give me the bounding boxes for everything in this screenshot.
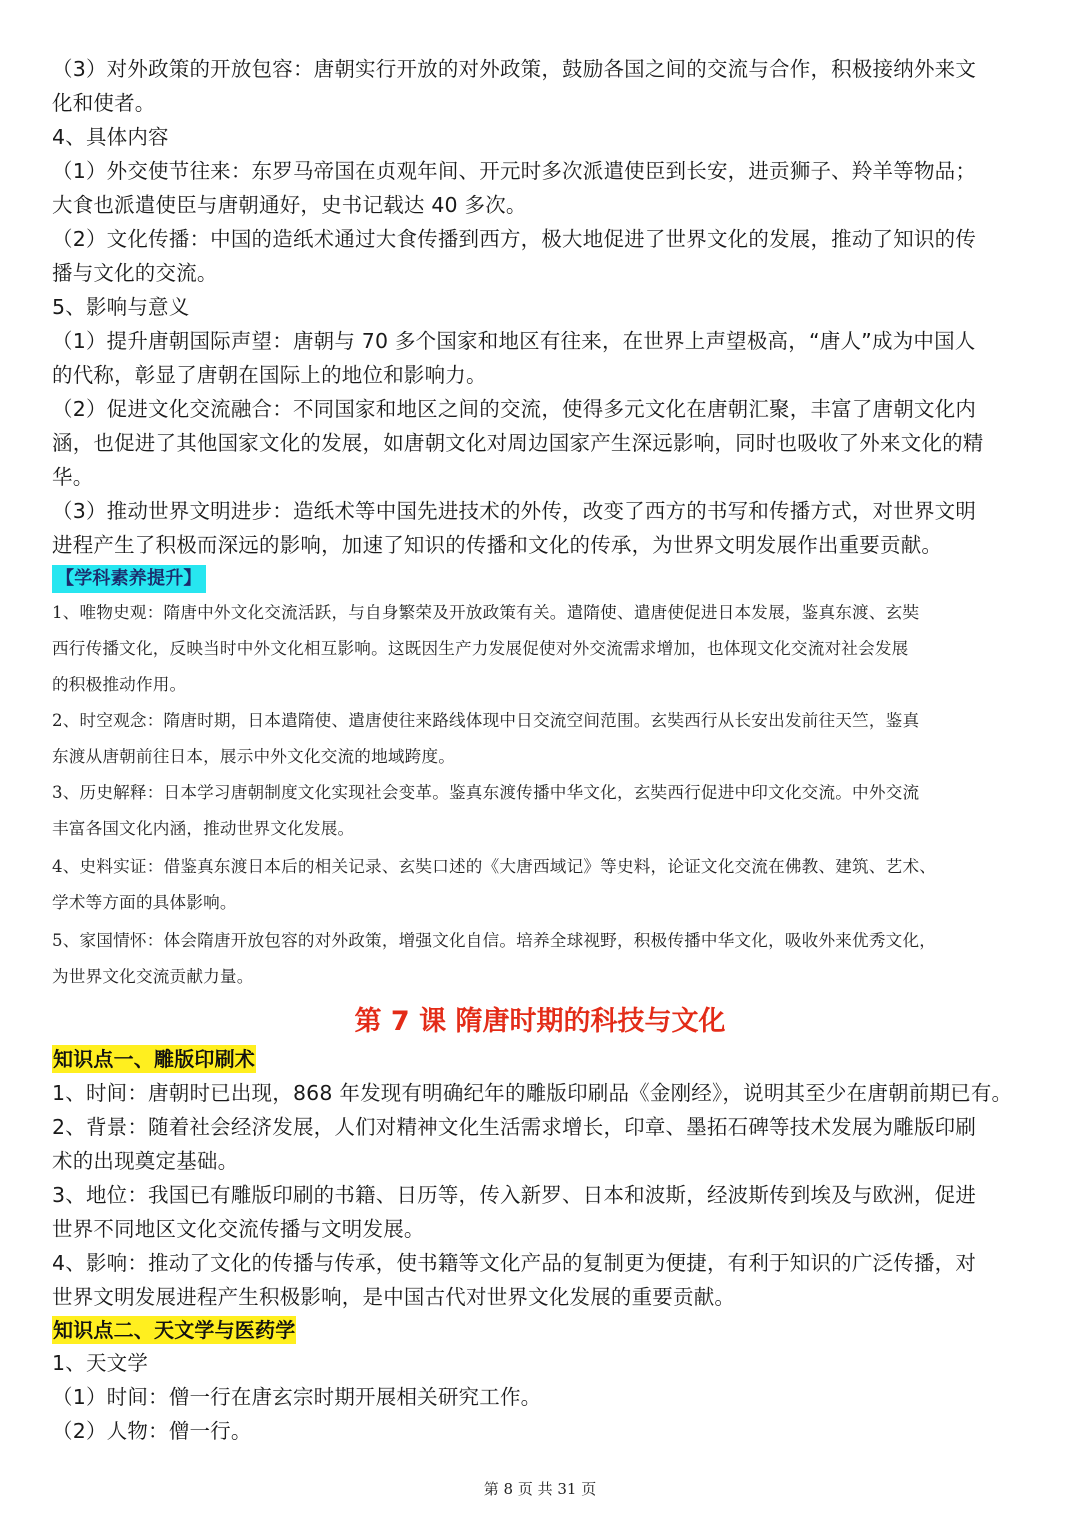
- text-line: （2）文化传播：中国的造纸术通过大食传播到西方，极大地促进了世界文化的发展，推动了知识的传: [52, 227, 977, 251]
- text-line: 2、时空观念：隋唐时期，日本遣隋使、遣唐使往来路线体现中日交流空间范围。玄奘西行从长安出发前往天竺，鉴真: [52, 711, 920, 730]
- text-line: 西行传播文化，反映当时中外文化相互影响。这既因生产力发展促使对外交流需求增加，也体现文化交流对社会发展: [52, 639, 909, 658]
- text-line: 5、影响与意义: [52, 295, 190, 319]
- text-line: 世界不同地区文化交流传播与文明发展。: [52, 1217, 425, 1241]
- text-line: 1、唯物史观：隋唐中外文化交流活跃，与自身繁荣及开放政策有关。遣隋使、遣唐使促进日本发展，鉴真东渡、玄奘: [52, 603, 920, 622]
- page-number: 第 8 页 共 31 页: [483, 1480, 597, 1498]
- text-line: 的代称，彰显了唐朝在国际上的地位和影响力。: [52, 363, 487, 387]
- text-line: 世界文明发展进程产生积极影响，是中国古代对世界文化发展的重要贡献。: [52, 1285, 736, 1309]
- text-line: 丰富各国文化内涵，推动世界文化发展。: [52, 819, 355, 838]
- kp1-heading: 知识点一、雕版印刷术: [53, 1047, 255, 1071]
- text-line: 的积极推动作用。: [52, 675, 187, 694]
- text-line: 为世界文化交流贡献力量。: [52, 967, 254, 986]
- text-line: 4、影响：推动了文化的传播与传承，使书籍等文化产品的复制更为便捷，有利于知识的广泛传播，对: [52, 1251, 977, 1275]
- text-line: 2、背景：随着社会经济发展，人们对精神文化生活需求增长，印章、墨拓石碑等技术发展为雕版印刷: [52, 1115, 977, 1139]
- text-line: 华。: [52, 465, 94, 489]
- lesson-title: 第 7 课 隋唐时期的科技与文化: [354, 1006, 726, 1037]
- text-line: 4、具体内容: [52, 125, 169, 149]
- text-line: （3）对外政策的开放包容：唐朝实行开放的对外政策，鼓励各国之间的交流与合作，积极接纳外来文: [52, 57, 977, 81]
- text-line: 术的出现奠定基础。: [52, 1149, 239, 1173]
- text-line: （1）时间：僧一行在唐玄宗时期开展相关研究工作。: [52, 1385, 542, 1409]
- kp2-heading: 知识点二、天文学与医药学: [53, 1318, 296, 1342]
- text-line: （2）人物：僧一行。: [52, 1419, 252, 1443]
- text-line: 进程产生了积极而深远的影响，加速了知识的传播和文化的传承，为世界文明发展作出重要贡献。: [52, 533, 943, 557]
- text-line: 学术等方面的具体影响。: [52, 893, 237, 912]
- text-line: 5、家国情怀：体会隋唐开放包容的对外政策，增强文化自信。培养全球视野，积极传播中华文化，吸收外来优秀文化，: [52, 931, 937, 950]
- text-line: 东渡从唐朝前往日本，展示中外文化交流的地域跨度。: [52, 747, 456, 766]
- text-line: 3、地位：我国已有雕版印刷的书籍、日历等，传入新罗、日本和波斯，经波斯传到埃及与欧洲，促进: [52, 1183, 977, 1207]
- text-line: 4、史料实证：借鉴真东渡日本后的相关记录、玄奘口述的《大唐西域记》等史料，论证文化交流在佛教、建筑、艺术、: [52, 857, 937, 876]
- text-line: 大食也派遣使臣与唐朝通好，史书记载达 40 多次。: [52, 193, 527, 217]
- text-line: （1）外交使节往来：东罗马帝国在贞观年间、开元时多次派遣使臣到长安，进贡狮子、羚羊等物品；: [52, 159, 977, 183]
- text-line: （3）推动世界文明进步：造纸术等中国先进技术的外传，改变了西方的书写和传播方式，对世界文明: [52, 499, 977, 523]
- text-line: 1、时间：唐朝时已出现，868 年发现有明确纪年的雕版印刷品《金刚经》，说明其至少在唐朝前期已有。: [52, 1081, 1013, 1105]
- text-line: 涵，也促进了其他国家文化的发展，如唐朝文化对周边国家产生深远影响，同时也吸收了外来文化的精: [52, 431, 984, 455]
- text-line: 3、历史解释：日本学习唐朝制度文化实现社会变革。鉴真东渡传播中华文化，玄奘西行促进中印文化交流。中外交流: [52, 783, 920, 802]
- text-line: 播与文化的交流。: [52, 261, 218, 285]
- text-line: 化和使者。: [52, 91, 156, 115]
- text-line: （2）促进文化交流融合：不同国家和地区之间的交流，使得多元文化在唐朝汇聚，丰富了唐朝文化内: [52, 397, 977, 421]
- text-line: 1、天文学: [52, 1351, 149, 1375]
- text-line: （1）提升唐朝国际声望：唐朝与 70 多个国家和地区有往来，在世界上声望极高，“唐人”成为中国人: [52, 329, 976, 353]
- literacy-heading: 【学科素养提升】: [52, 565, 206, 593]
